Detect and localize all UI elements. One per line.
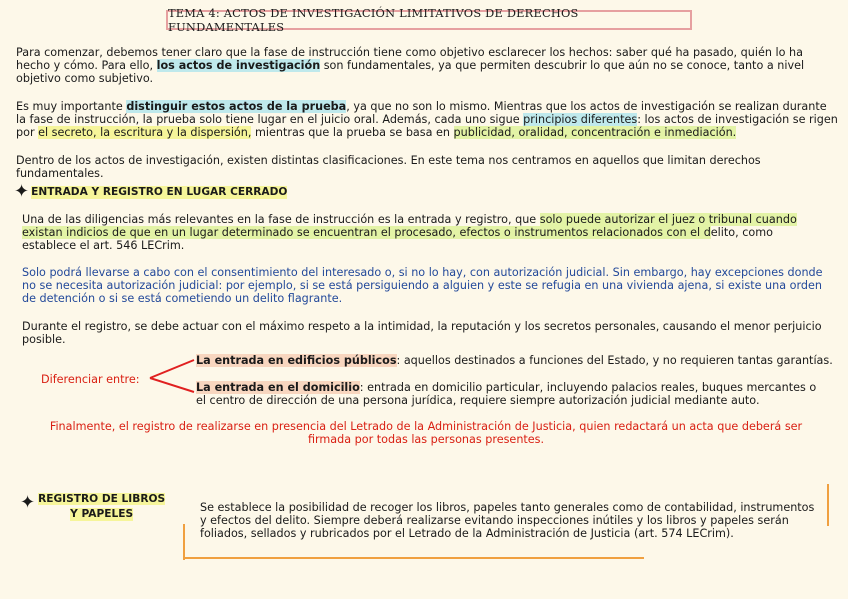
section1-p1-text-b: elito, como establece el art. 546 LECrim. [22, 226, 773, 252]
section2-title-line2: Y PAPELES [70, 508, 134, 520]
section1-final-note: Finalmente, el registro de realizarse en presencia del Letrado de la Administración de Justicia, quien redactará un acta que deberá ser firmada por todas las personas presentes. [49, 420, 803, 446]
page-title [166, 6, 692, 34]
sparkle-icon: ✦ [14, 181, 30, 202]
intro-p2-highlight-3: el secreto, la escritura y la dispersión, [38, 126, 252, 139]
intro-p2-text-a: Es muy importante [16, 100, 123, 113]
intro-paragraph-1 [16, 46, 838, 85]
intro-p1-text-a: Para comenzar, debemos tener claro que la fase de instrucción tiene como objetivo esclarecer los hechos: saber qué ha pasado, quién lo ha hecho y cómo. Para ello, [16, 46, 803, 72]
section1-p1-text-a: Una de las diligencias más relevantes en la fase de instrucción es la entrada y registro, que [22, 213, 537, 226]
intro-p2-text-c: : los actos de investigación se rigen por [16, 113, 838, 139]
section1-header [14, 183, 287, 201]
intro-p2-highlight-1: distinguir estos actos de la prueba [126, 100, 347, 113]
intro-p1-highlight: los actos de investigación [156, 59, 321, 72]
section1-paragraph-3: Durante el registro, se debe actuar con el máximo respeto a la intimidad, la reputación y los secretos personales, causando el menor perjuicio posible. [22, 320, 822, 346]
intro-p1-text-b: son fundamentales, ya que permiten descubrir lo que aún no se conoce, tanto a nivel objetivo como subjetivo. [16, 59, 805, 85]
branch-bracket [148, 356, 198, 396]
intro-p2-highlight-4: publicidad, oralidad, concentración e inmediación. [453, 126, 737, 139]
section2-title [38, 492, 165, 521]
intro-p2-text-d: mientras que la prueba se basa en [255, 126, 450, 139]
section1-title: ENTRADA Y REGISTRO EN LUGAR CERRADO [31, 185, 288, 198]
intro-p2-text-b: , ya que no son lo mismo. Mientras que los actos de investigación se realizan durante la fase de instrucción, la prueba solo tiene lugar en el juicio oral. Además, cada uno sigue [16, 100, 827, 126]
section2-title-line1: REGISTRO DE LIBROS [38, 493, 166, 505]
section1-paragraph-1 [22, 213, 830, 252]
section1-p1-highlight: solo puede autorizar el juez o tribunal cuando existan indicios de que en un lugar determinado se encuentran el procesado, efectos o instrumentos relacionados con el d [22, 213, 797, 239]
diff-item-public-buildings [196, 354, 836, 367]
diff-item2-term: La entrada en el domicilio [196, 381, 360, 394]
section2-paragraph: Se establece la posibilidad de recoger los libros, papeles tanto generales como de contabilidad, instrumentos y efectos del delito. Siempre deberá realizarse evitando inspecciones inútiles y los libros y papeles serán foliados, sellados y rubricados por el Letrado de la Administración de Justicia (art. 574 LECrim). [200, 501, 815, 540]
differentiate-label: Diferenciar entre: [41, 373, 140, 386]
diff-item2-desc: : entrada en domicilio particular, incluyendo palacios reales, buques mercantes o el centro de dirección de una persona jurídica, requiere siempre autorización judicial mediante auto. [196, 381, 817, 407]
bracket-lines [150, 360, 194, 392]
page-title-text: TEMA 4: ACTOS DE INVESTIGACIÓN LIMITATIVOS DE DERECHOS FUNDAMENTALES [168, 6, 579, 34]
diff-item1-desc: : aquellos destinados a funciones del Estado, y no requieren tantas garantías. [396, 354, 833, 367]
intro-paragraph-3: Dentro de los actos de investigación, existen distintas clasificaciones. En este tema nos centramos en aquellos que limitan derechos fundamentales. [16, 154, 761, 180]
intro-paragraph-2 [16, 100, 838, 139]
intro-p2-highlight-2: principios diferentes [523, 113, 638, 126]
section2-header [20, 492, 165, 521]
diff-item1-term: La entrada en edificios públicos [196, 354, 397, 367]
sparkle-icon: ✦ [20, 492, 36, 513]
section1-paragraph-2: Solo podrá llevarse a cabo con el consentimiento del interesado o, si no lo hay, con autorización judicial. Sin embargo, hay excepciones donde no se necesita autorización judicial: por ejemplo, si se está persiguiendo a alguien y este se refugia en una vivienda ajena, si existe una orden de detención o si se está cometiendo un delito flagrante. [22, 266, 823, 305]
diff-item-domicile [196, 381, 828, 407]
